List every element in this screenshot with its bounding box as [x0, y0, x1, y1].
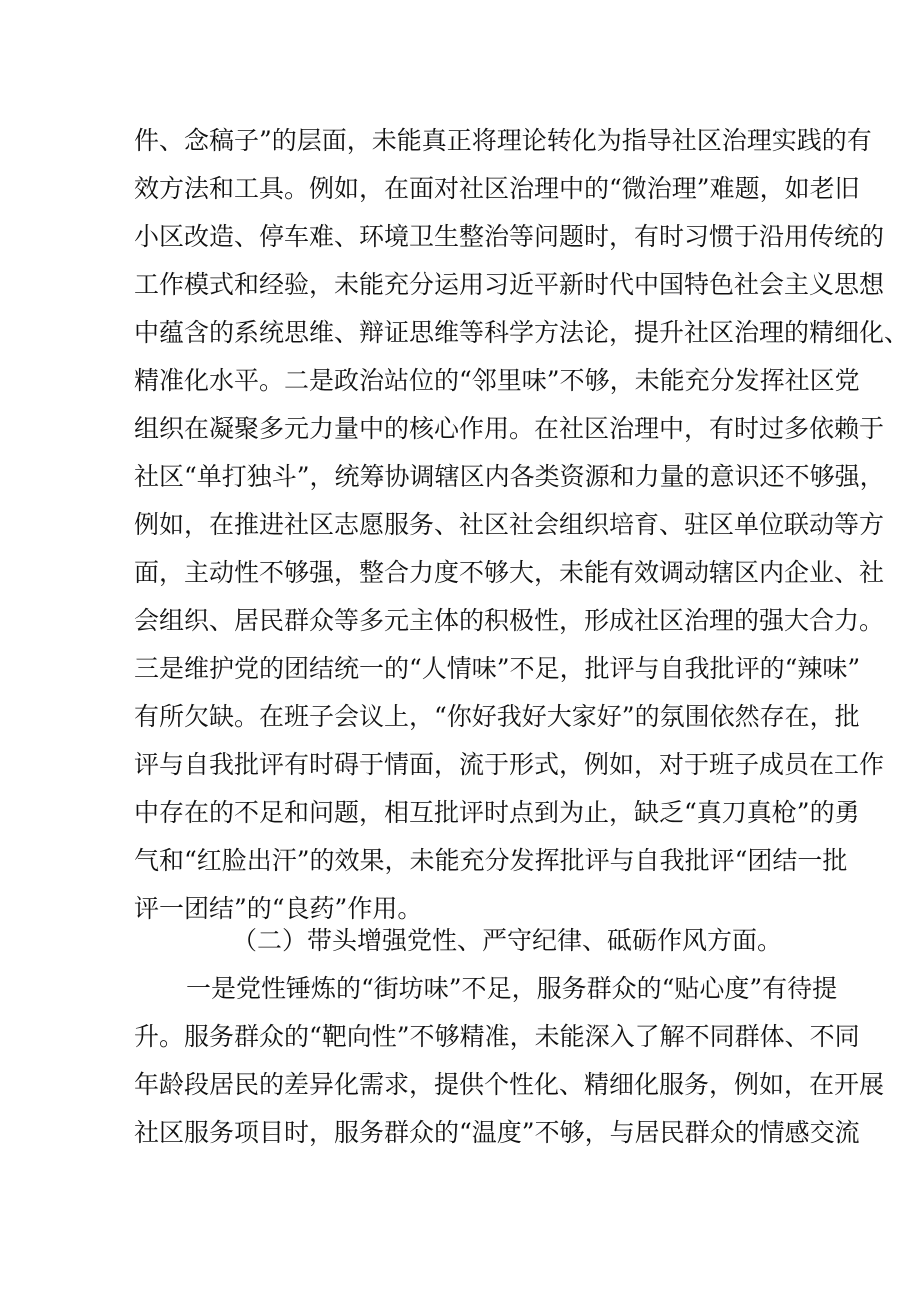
- paragraph-line: 面，主动性不够强，整合力度不够大，未能有效调动辖区内企业、社: [134, 558, 885, 587]
- paragraph-line: 会组织、居民群众等多元主体的积极性，形成社区治理的强大合力。: [134, 606, 885, 635]
- paragraph-line: 三是维护党的团结统一的“人情味”不足，批评与自我批评的“辣味”: [134, 654, 861, 683]
- paragraph-line: 中存在的不足和问题，相互批评时点到为止，缺乏“真刀真枪”的勇: [134, 798, 860, 827]
- paragraph-line: 一是党性锤炼的“街坊味”不足，服务群众的“贴心度”有待提: [186, 974, 838, 1003]
- paragraph-line: 小区改造、停车难、环境卫生整治等问题时，有时习惯于沿用传统的: [134, 222, 885, 251]
- paragraph-line: 评与自我批评有时碍于情面，流于形式，例如，对于班子成员在工作: [134, 750, 885, 779]
- paragraph-line: 气和“红脸出汗”的效果，未能充分发挥批评与自我批评“团结一批: [134, 846, 848, 875]
- section-heading: （二）带头增强党性、严守纪律、砥砺作风方面。: [232, 926, 783, 955]
- paragraph-line: 中蕴含的系统思维、辩证思维等科学方法论，提升社区治理的精细化、: [134, 318, 910, 347]
- paragraph-line: 有所欠缺。在班子会议上，“你好我好大家好”的氛围依然存在，批: [134, 702, 860, 731]
- paragraph-line: 效方法和工具。例如，在面对社区治理中的“微治理”难题，如老旧: [134, 174, 860, 203]
- paragraph-line: 组织在凝聚多元力量中的核心作用。在社区治理中，有时过多依赖于: [134, 414, 885, 443]
- paragraph-line: 例如，在推进社区志愿服务、社区社会组织培育、驻区单位联动等方: [134, 510, 885, 539]
- paragraph-line: 社区“单打独斗”，统筹协调辖区内各类资源和力量的意识还不够强，: [134, 462, 885, 491]
- paragraph-line: 升。服务群众的“靶向性”不够精准，未能深入了解不同群体、不同: [134, 1022, 860, 1051]
- paragraph-line: 社区服务项目时，服务群众的“温度”不够，与居民群众的情感交流: [134, 1118, 860, 1147]
- paragraph-line: 评一团结”的“良药”作用。: [134, 894, 423, 923]
- paragraph-line: 工作模式和经验，未能充分运用习近平新时代中国特色社会主义思想: [134, 270, 885, 299]
- paragraph-line: 件、念稿子”的层面，未能真正将理论转化为指导社区治理实践的有: [134, 126, 872, 155]
- paragraph-line: 精准化水平。二是政治站位的“邻里味”不够，未能充分发挥社区党: [134, 366, 860, 395]
- paragraph-line: 年龄段居民的差异化需求，提供个性化、精细化服务，例如，在开展: [134, 1070, 885, 1099]
